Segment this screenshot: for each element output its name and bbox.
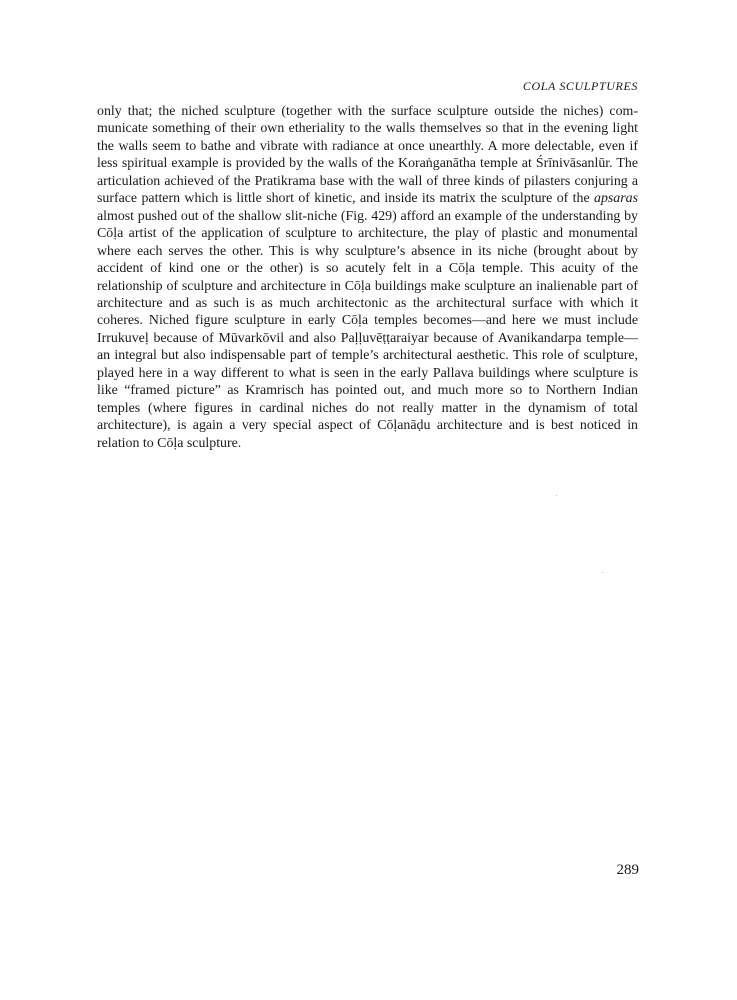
body-text-part-2: almost pushed out of the shallow slit-niche (Fig. 429) afford an example of the understanding by Cōḷa artist of the application of sculpture to architecture, the play of plastic and monumental where each serves the other. This is why sculpture’s absence in its niche (brought about by accident of kind one or the other) is so acutely felt in a Cōḷa temple. This acuity of the relationship of sculpture and architecture in Cōḷa buildings make sculpture an inalienable part of architecture and as such is as much architectonic as the architectural surface with which it coheres. Niched figure sculpture in early Cōḷa temples becomes—and here we must include Irrukuveḷ because of Mūvarkōvil and also Paḷḷuvēṭṭaraiyar because of Avanikandarpa temple—an integral but also indispensable part of temple’s architectural aesthetic. This role of sculpture, played here in a way different to what is seen in the early Pallava buildings where sculpture is like “framed picture” as Kramrisch has pointed out, and much more so to Northern Indian temples (where figures in cardinal niches do not really matter in the dynamism of total architecture), is again a very special aspect of Cōḷanāḍu architecture and is best noticed in relation to Cōḷa sculpture. <box>97 208 638 451</box>
scan-speck <box>556 495 557 496</box>
page-number: 289 <box>616 862 639 878</box>
body-text-italic-term: apsaras <box>594 191 638 207</box>
running-head: COLA SCULPTURES <box>522 79 638 93</box>
body-text-part-1: only that; the niched sculpture (together with the surface sculpture outside the niches) communicate something of their own etheriality to the walls themselves so that in the evening light the walls seem to bathe and vibrate with radiance at once unearthly. A more delectable, even if less spiritual example is provided by the walls of the Koraṅganātha temple at Śrīnivāsanlūr. The articulation achieved of the Pratikrama base with the wall of three kinds of pilasters conjuring a surface pattern which is little short of kinetic, and inside its matrix the sculpture of the <box>97 104 638 207</box>
scan-speck <box>602 572 603 573</box>
body-paragraph <box>97 103 638 452</box>
